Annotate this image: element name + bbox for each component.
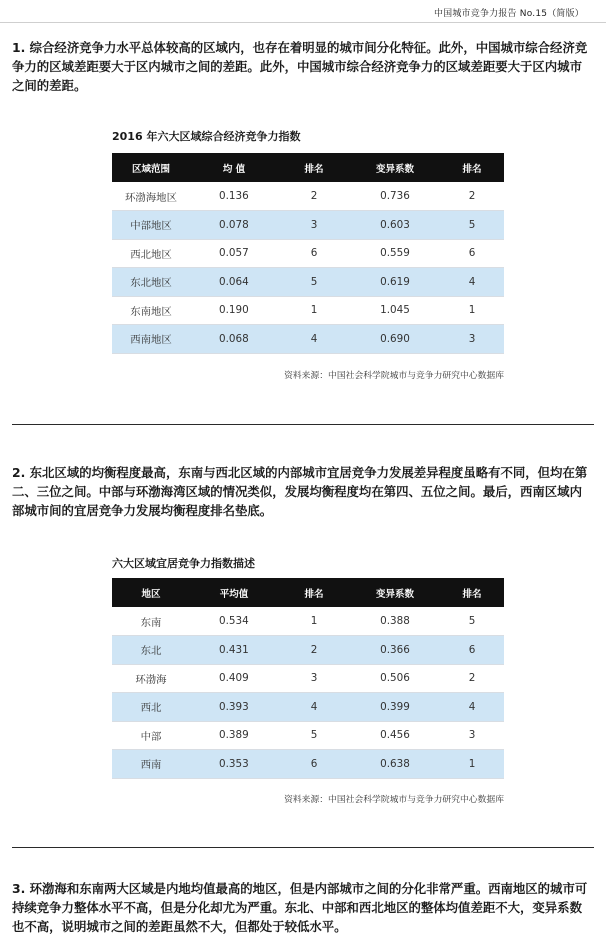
cell-mean: 0.393 xyxy=(190,693,278,722)
cell-cv: 1.045 xyxy=(350,296,440,325)
table-2-source: 资料来源：中国社会科学院城市与竞争力研究中心数据库 xyxy=(284,795,504,805)
table-2-title: 六大区域宜居竞争力指数描述 xyxy=(112,557,255,570)
cell-cv-rank: 1 xyxy=(440,296,504,325)
table-1 xyxy=(112,153,504,354)
cell-region: 东北地区 xyxy=(112,268,190,297)
col-header-cv: 变异系数 xyxy=(350,578,440,607)
table-row xyxy=(112,750,504,779)
cell-mean: 0.431 xyxy=(190,636,278,665)
cell-mean: 0.064 xyxy=(190,268,278,297)
cell-rank: 2 xyxy=(278,182,350,211)
cell-rank: 2 xyxy=(278,636,350,665)
cell-rank: 3 xyxy=(278,211,350,240)
table-1-title: 2016 年六大区域综合经济竞争力指数 xyxy=(112,130,301,143)
cell-rank: 6 xyxy=(278,750,350,779)
table-row xyxy=(112,636,504,665)
cell-mean: 0.190 xyxy=(190,296,278,325)
col-header-cv: 变异系数 xyxy=(350,153,440,182)
cell-mean: 0.353 xyxy=(190,750,278,779)
cell-cv: 0.366 xyxy=(350,636,440,665)
col-header-rank: 排名 xyxy=(278,578,350,607)
table-row xyxy=(112,296,504,325)
col-header-region: 地区 xyxy=(112,578,190,607)
cell-cv-rank: 5 xyxy=(440,607,504,636)
cell-cv: 0.559 xyxy=(350,239,440,268)
cell-region: 东南 xyxy=(112,607,190,636)
cell-mean: 0.078 xyxy=(190,211,278,240)
cell-cv-rank: 2 xyxy=(440,182,504,211)
section-1-text: 1. 综合经济竞争力水平总体较高的区域内，也存在着明显的城市间分化特征。此外，中国城市综合经济竞争力的区域差距要大于区内城市之间的差距。此外，中国城市综合经济竞争力的区域差距要大于区内城市之间的差距。 xyxy=(12,40,588,93)
table-2 xyxy=(112,578,504,779)
col-header-rank: 排名 xyxy=(278,153,350,182)
table-row xyxy=(112,182,504,211)
cell-rank: 5 xyxy=(278,268,350,297)
cell-region: 中部地区 xyxy=(112,211,190,240)
cell-cv: 0.388 xyxy=(350,607,440,636)
cell-cv: 0.506 xyxy=(350,664,440,693)
cell-cv-rank: 3 xyxy=(440,325,504,354)
section-divider xyxy=(12,847,594,848)
cell-cv: 0.603 xyxy=(350,211,440,240)
table-1-header-row xyxy=(112,153,504,182)
cell-cv-rank: 2 xyxy=(440,664,504,693)
cell-rank: 1 xyxy=(278,607,350,636)
cell-cv-rank: 4 xyxy=(440,693,504,722)
cell-region: 东南地区 xyxy=(112,296,190,325)
col-header-region: 区域范围 xyxy=(112,153,190,182)
cell-mean: 0.057 xyxy=(190,239,278,268)
table-row xyxy=(112,325,504,354)
cell-rank: 6 xyxy=(278,239,350,268)
cell-region: 中部 xyxy=(112,721,190,750)
table-row xyxy=(112,239,504,268)
cell-region: 环渤海 xyxy=(112,664,190,693)
cell-mean: 0.534 xyxy=(190,607,278,636)
table-row xyxy=(112,693,504,722)
cell-region: 西南地区 xyxy=(112,325,190,354)
section-2-text: 2. 东北区域的均衡程度最高，东南与西北区域的内部城市宜居竞争力发展差异程度虽略有不同，但均在第二、三位之间。中部与环渤海湾区域的情况类似，发展均衡程度均在第四、五位之间。最后，西南区域内部城市间的宜居竞争力发展均衡程度排名垫底。 xyxy=(12,465,588,518)
col-header-mean: 平均值 xyxy=(190,578,278,607)
table-row xyxy=(112,721,504,750)
cell-cv-rank: 3 xyxy=(440,721,504,750)
table-2-header-row xyxy=(112,578,504,607)
cell-cv-rank: 1 xyxy=(440,750,504,779)
table-row xyxy=(112,607,504,636)
cell-cv-rank: 5 xyxy=(440,211,504,240)
cell-cv: 0.736 xyxy=(350,182,440,211)
cell-cv: 0.690 xyxy=(350,325,440,354)
cell-rank: 1 xyxy=(278,296,350,325)
cell-rank: 5 xyxy=(278,721,350,750)
cell-region: 西南 xyxy=(112,750,190,779)
cell-region: 西北地区 xyxy=(112,239,190,268)
cell-cv-rank: 6 xyxy=(440,239,504,268)
cell-mean: 0.136 xyxy=(190,182,278,211)
col-header-cv-rank: 排名 xyxy=(440,578,504,607)
cell-cv-rank: 6 xyxy=(440,636,504,665)
cell-mean: 0.068 xyxy=(190,325,278,354)
cell-region: 环渤海地区 xyxy=(112,182,190,211)
cell-cv: 0.456 xyxy=(350,721,440,750)
cell-rank: 3 xyxy=(278,664,350,693)
cell-cv-rank: 4 xyxy=(440,268,504,297)
col-header-mean: 均 值 xyxy=(190,153,278,182)
table-row xyxy=(112,211,504,240)
cell-cv: 0.619 xyxy=(350,268,440,297)
cell-region: 西北 xyxy=(112,693,190,722)
col-header-cv-rank: 排名 xyxy=(440,153,504,182)
cell-rank: 4 xyxy=(278,693,350,722)
cell-cv: 0.399 xyxy=(350,693,440,722)
table-row xyxy=(112,268,504,297)
cell-mean: 0.389 xyxy=(190,721,278,750)
header-rule xyxy=(0,22,606,23)
running-header: 中国城市竞争力报告 No.15（简版） xyxy=(433,9,584,19)
cell-rank: 4 xyxy=(278,325,350,354)
cell-cv: 0.638 xyxy=(350,750,440,779)
table-1-source: 资料来源：中国社会科学院城市与竞争力研究中心数据库 xyxy=(284,371,504,381)
section-3-text: 3. 环渤海和东南两大区域是内地均值最高的地区，但是内部城市之间的分化非常严重。西南地区的城市可持续竞争力整体水平不高，但是分化却尤为严重。东北、中部和西北地区的整体均值差距不大，变异系数也不高，说明城市之间的差距虽然不大，但都处于较低水平。 xyxy=(12,881,588,934)
table-row xyxy=(112,664,504,693)
cell-mean: 0.409 xyxy=(190,664,278,693)
section-divider xyxy=(12,424,594,425)
cell-region: 东北 xyxy=(112,636,190,665)
